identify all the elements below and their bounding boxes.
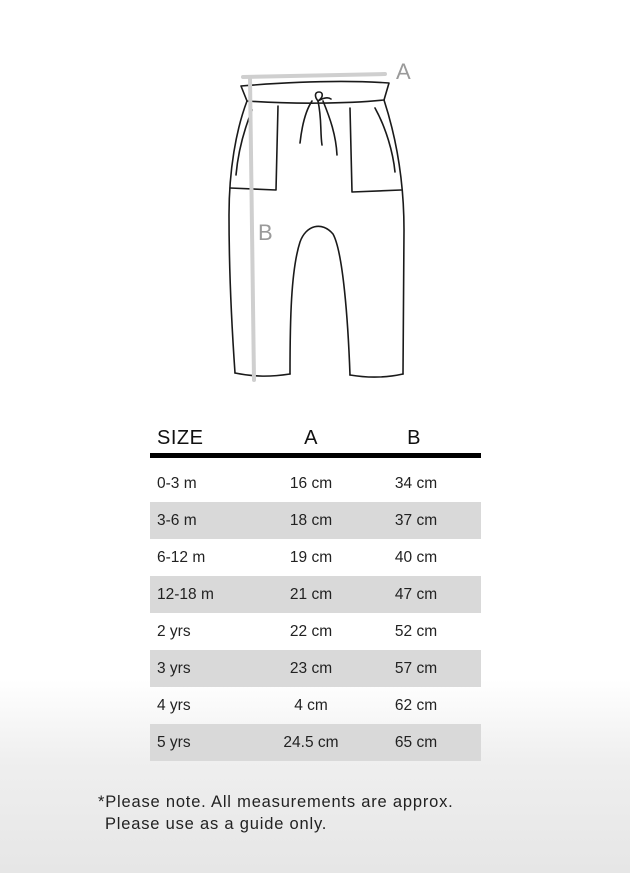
disclaimer-note (98, 791, 454, 835)
cell-size: 6-12 m (157, 549, 206, 566)
cell-a: 24.5 cm (283, 734, 339, 751)
cell-a: 4 cm (294, 697, 328, 714)
cell-b: 37 cm (394, 512, 438, 529)
cell-b: 47 cm (394, 586, 438, 603)
table-header (150, 423, 481, 458)
pants-diagram (0, 0, 630, 400)
cell-b: 57 cm (394, 660, 438, 677)
cell-b: 52 cm (394, 623, 438, 640)
table-body (150, 465, 481, 761)
table-row (150, 502, 481, 539)
cell-a: 23 cm (289, 660, 333, 677)
table-row (150, 724, 481, 761)
table-row (150, 650, 481, 687)
header-a: A (304, 427, 318, 449)
cell-a: 18 cm (289, 512, 333, 529)
cell-size: 12-18 m (157, 586, 214, 603)
header-size: SIZE (157, 427, 204, 449)
cell-b: 62 cm (394, 697, 438, 714)
table-row (150, 539, 481, 576)
cell-size: 2 yrs (157, 623, 191, 640)
cell-a: 22 cm (289, 623, 333, 640)
cell-b: 40 cm (394, 549, 438, 566)
measure-label-b: B (258, 220, 273, 245)
cell-b: 34 cm (394, 475, 438, 492)
table-row (150, 687, 481, 724)
note-line-1: *Please note. All measurements are approx. (98, 793, 454, 811)
cell-a: 16 cm (289, 475, 333, 492)
table-row (150, 465, 481, 502)
cell-size: 3 yrs (157, 660, 191, 677)
pants-illustration (0, 0, 630, 400)
cell-size: 4 yrs (157, 697, 191, 714)
cell-size: 0-3 m (157, 475, 197, 492)
cell-size: 5 yrs (157, 734, 191, 751)
table-row (150, 576, 481, 613)
cell-b: 65 cm (394, 734, 438, 751)
measure-line-b (250, 78, 254, 380)
cell-size: 3-6 m (157, 512, 197, 529)
cell-a: 21 cm (289, 586, 333, 603)
measure-line-a (243, 74, 385, 77)
header-b: B (407, 427, 421, 449)
measure-label-a: A (396, 59, 411, 84)
size-chart-table (150, 423, 481, 761)
note-line-2: Please use as a guide only. (105, 815, 328, 833)
cell-a: 19 cm (289, 549, 333, 566)
table-row (150, 613, 481, 650)
